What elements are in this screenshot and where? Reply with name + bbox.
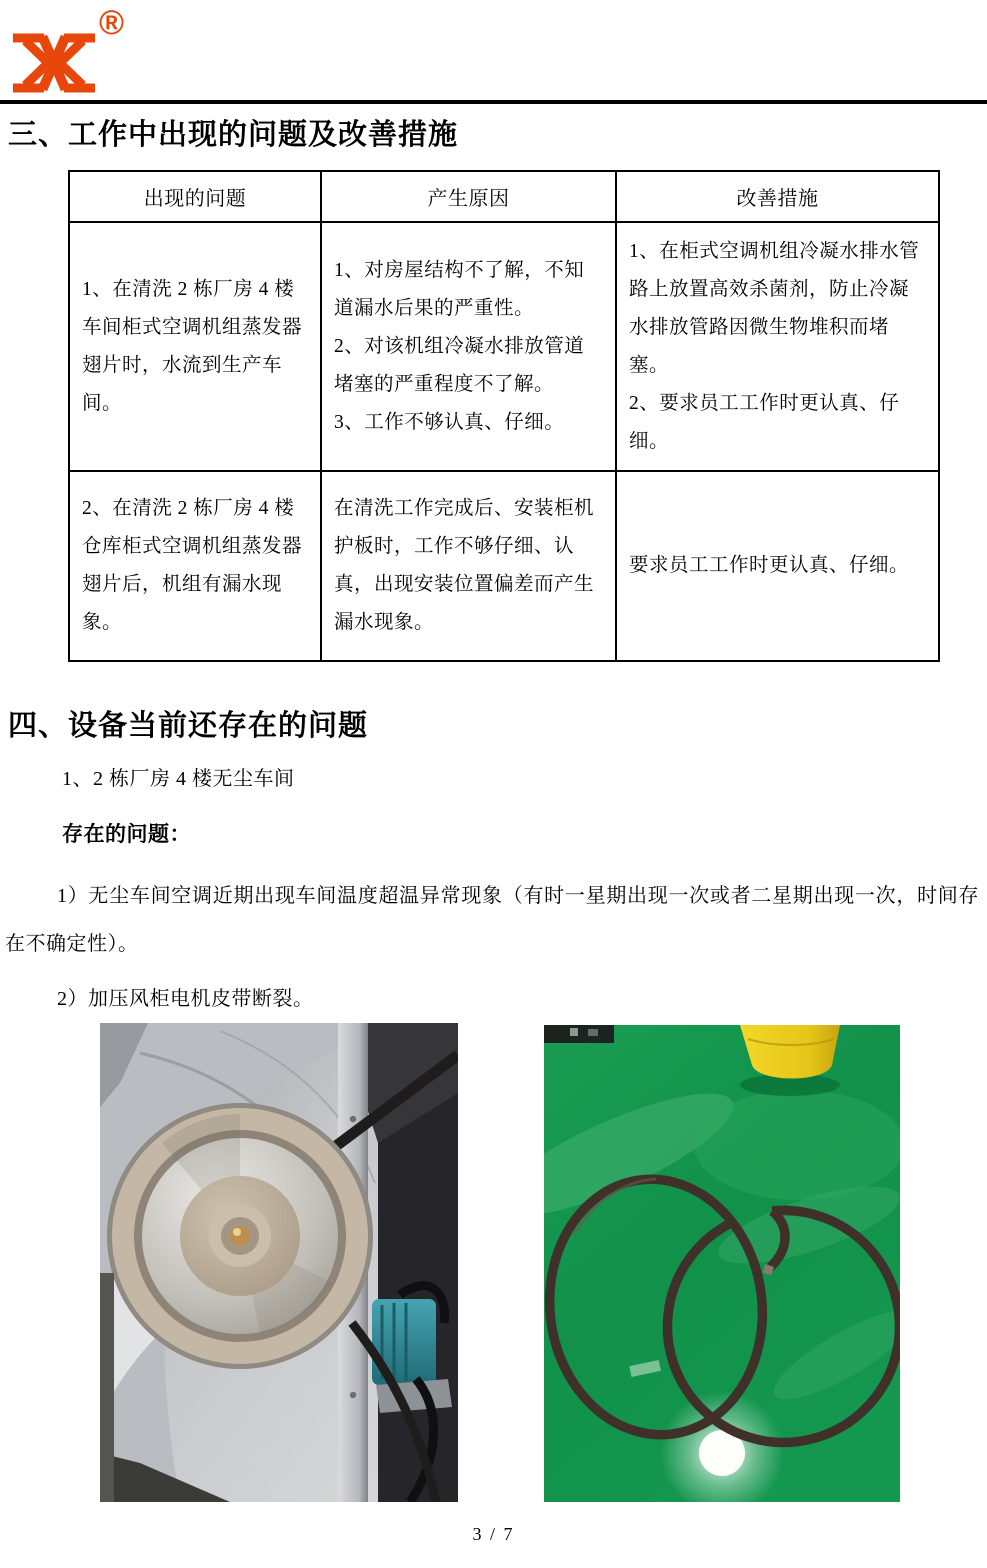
- company-logo: [13, 4, 133, 100]
- workshop-line: 1、2 栋厂房 4 楼无尘车间: [62, 768, 295, 790]
- cell-text: 2、要求员工工作时更认真、仔细。: [629, 392, 900, 452]
- cell-problem-2: [69, 471, 321, 661]
- column-header-cause: 产生原因: [321, 171, 616, 222]
- fan-pulley-photo: [100, 1023, 458, 1502]
- cell-measure-2: [616, 471, 939, 661]
- cell-problem-1: [69, 222, 321, 471]
- broken-belt-photo: [544, 1025, 900, 1502]
- registered-trademark-icon: ®: [99, 4, 125, 42]
- column-header-measure: 改善措施: [616, 171, 939, 222]
- cell-text: 在清洗工作完成后、安装柜机护板时，工作不够仔细、认真，出现安装位置偏差而产生漏水现象。: [334, 498, 595, 633]
- table-row: [69, 222, 939, 471]
- cell-text: 2、对该机组冷凝水排放管道堵塞的严重程度不了解。: [334, 335, 585, 395]
- table-header-row: [69, 171, 939, 222]
- cell-cause-2: [321, 471, 616, 661]
- fan-pulley-illustration: [100, 1023, 458, 1502]
- cell-text: 1、在清洗 2 栋厂房 4 楼车间柜式空调机组蒸发器翅片时，水流到生产车间。: [82, 278, 303, 414]
- cell-text: 1、对房屋结构不了解，不知道漏水后果的严重性。: [334, 259, 585, 319]
- cell-text: 要求员工工作时更认真、仔细。: [629, 555, 910, 576]
- problem-item-2: 2）加压风柜电机皮带断裂。: [57, 988, 314, 1010]
- cell-measure-1: [616, 222, 939, 471]
- page-number: 3 / 7: [472, 1524, 515, 1544]
- column-header-problem: 出现的问题: [69, 171, 321, 222]
- cell-text: 3、工作不够认真、仔细。: [334, 411, 565, 433]
- section3-title: 三、工作中出现的问题及改善措施: [8, 119, 459, 151]
- issues-table: [68, 170, 940, 662]
- broken-belt-illustration: [544, 1025, 900, 1502]
- problem-item-1: 1）无尘车间空调近期出现车间温度超温异常现象（有时一星期出现一次或者二星期出现一次，时间存在不确定性）。: [5, 885, 979, 955]
- logo-x-icon: [13, 28, 95, 98]
- cell-cause-1: [321, 222, 616, 471]
- section4-title: 四、设备当前还存在的问题: [8, 710, 369, 742]
- header-divider: [0, 100, 987, 104]
- table-row: [69, 471, 939, 661]
- cell-text: 1、在柜式空调机组冷凝水排水管路上放置高效杀菌剂，防止冷凝水排放管路因微生物堆积而堵塞。: [629, 240, 920, 376]
- existing-problems-subheading: 存在的问题：: [62, 822, 191, 846]
- cell-text: 2、在清洗 2 栋厂房 4 楼仓库柜式空调机组蒸发器翅片后，机组有漏水现象。: [82, 498, 303, 633]
